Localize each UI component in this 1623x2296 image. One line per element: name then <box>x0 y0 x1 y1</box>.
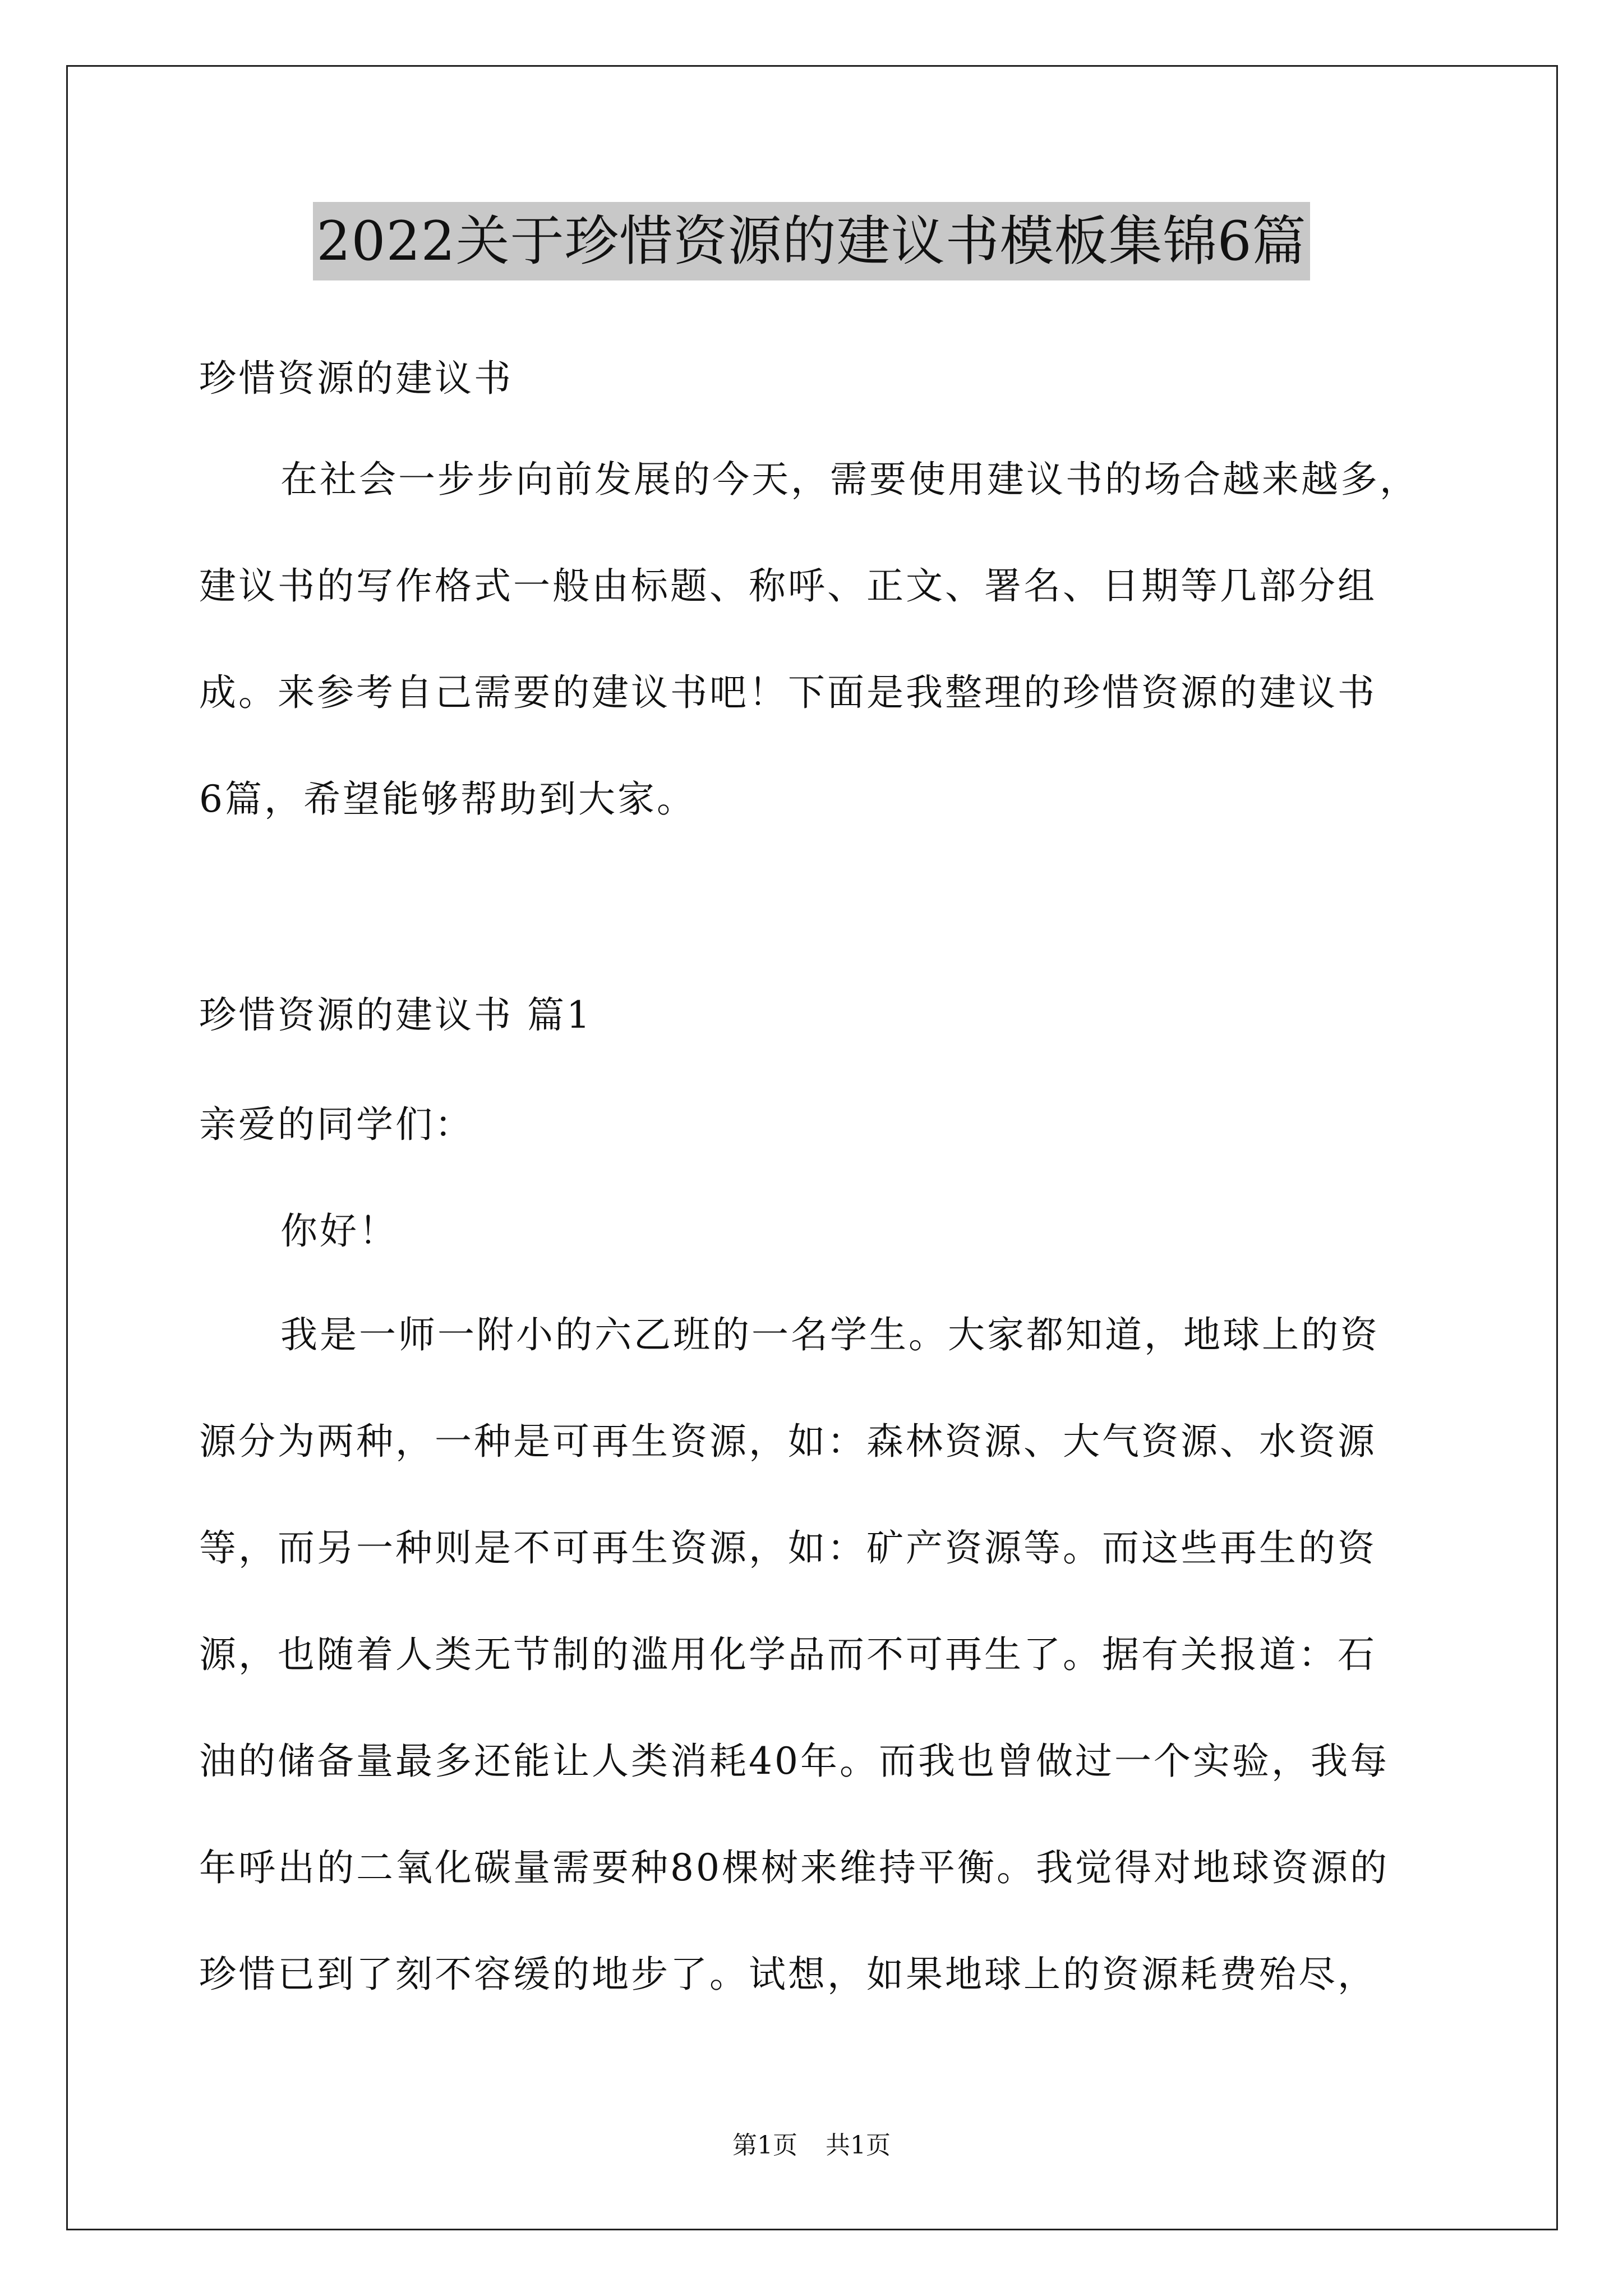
body-line-1: 我是一师一附小的六乙班的一名学生。大家都知道，地球上的资 <box>280 1313 1380 1356</box>
intro-line-1: 在社会一步步向前发展的今天，需要使用建议书的场合越来越多， <box>280 458 1419 501</box>
body-line-5: 油的储备量最多还能让人类消耗40年。而我也曾做过一个实验，我每 <box>199 1740 1389 1783</box>
page-total: 共1页 <box>826 2131 891 2160</box>
greeting: 你好！ <box>280 1209 398 1253</box>
document-heading: 珍惜资源的建议书 <box>199 357 513 400</box>
body-line-7: 珍惜已到了刻不容缓的地步了。试想，如果地球上的资源耗费殆尽， <box>199 1953 1377 1996</box>
body-line-3: 等，而另一种则是不可再生资源，如：矿产资源等。而这些再生的资 <box>199 1526 1377 1570</box>
body-line-4: 源，也随着人类无节制的滥用化学品而不可再生了。据有关报道：石 <box>199 1633 1377 1676</box>
page-footer <box>0 2129 1623 2162</box>
document-title: 2022关于珍惜资源的建议书模板集锦6篇 <box>313 202 1310 280</box>
section-heading: 珍惜资源的建议书 篇1 <box>199 993 592 1037</box>
page-number: 第1页 <box>732 2131 797 2160</box>
body-line-2: 源分为两种，一种是可再生资源，如：森林资源、大气资源、水资源 <box>199 1420 1377 1463</box>
body-line-6: 年呼出的二氧化碳量需要种80棵树来维持平衡。我觉得对地球资源的 <box>199 1846 1389 1889</box>
intro-line-4: 6篇，希望能够帮助到大家。 <box>199 777 696 821</box>
intro-line-3: 成。来参考自己需要的建议书吧！下面是我整理的珍惜资源的建议书 <box>199 671 1377 714</box>
title-container <box>0 202 1623 280</box>
intro-line-2: 建议书的写作格式一般由标题、称呼、正文、署名、日期等几部分组 <box>199 564 1377 608</box>
salutation: 亲爱的同学们： <box>199 1103 474 1146</box>
